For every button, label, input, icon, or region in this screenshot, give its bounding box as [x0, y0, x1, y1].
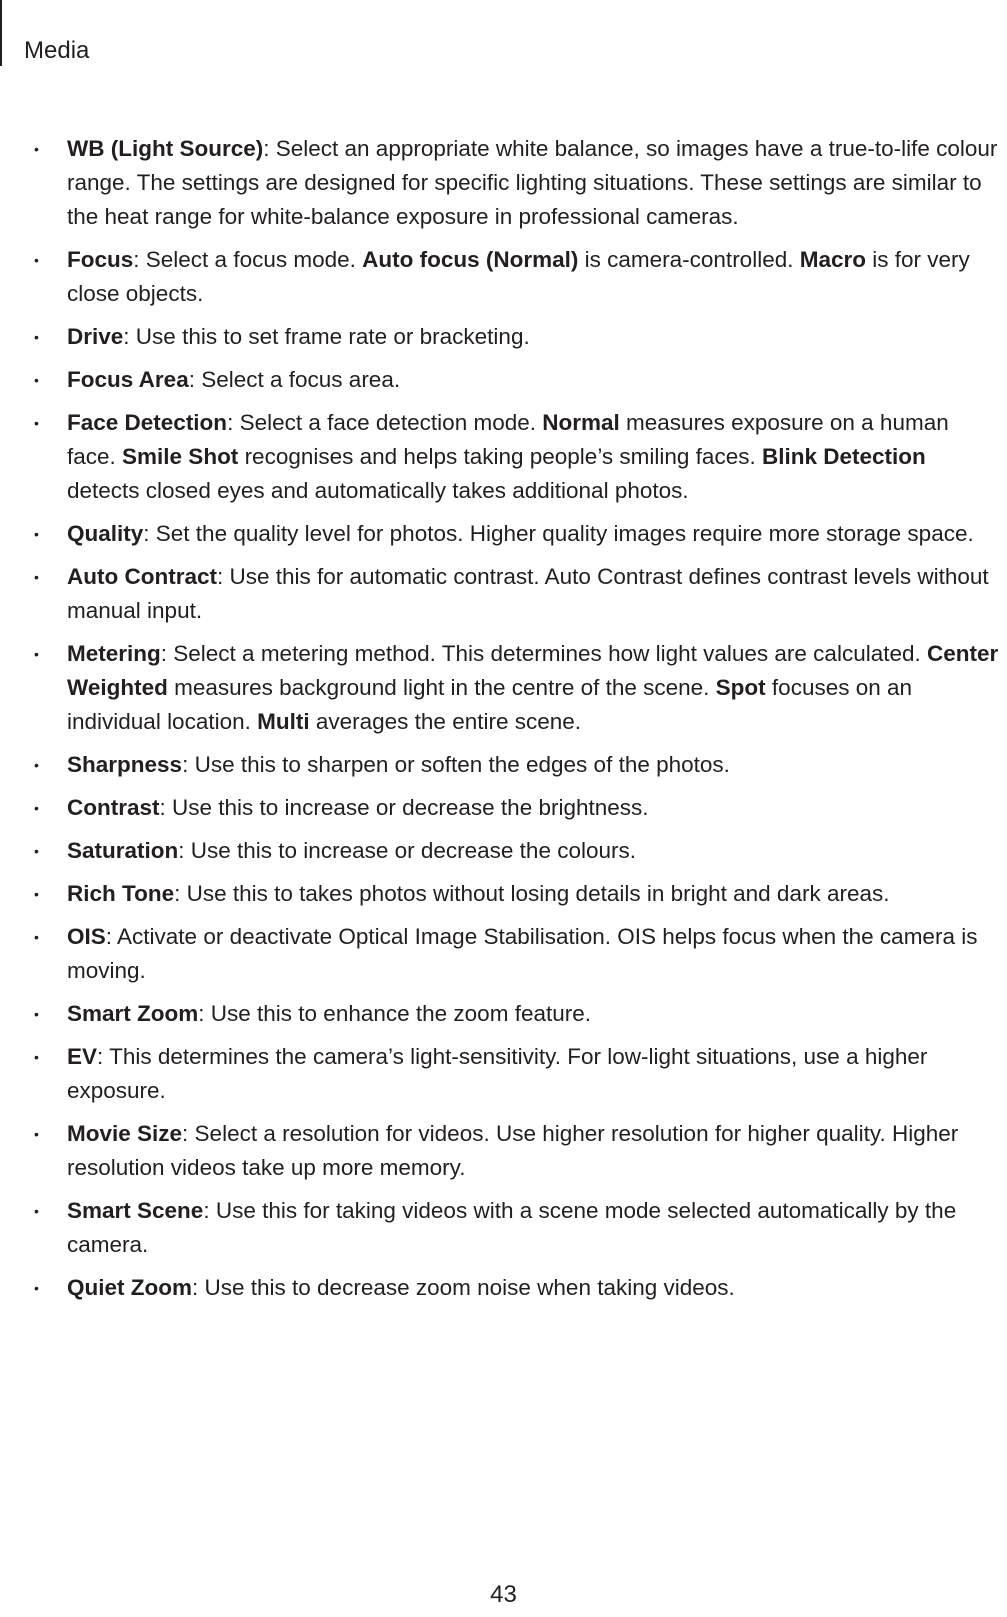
- bullet-icon: •: [34, 1280, 39, 1296]
- description: : Use this to increase or decrease the colours.: [178, 838, 636, 863]
- bullet-icon: •: [34, 415, 39, 431]
- description: : Activate or deactivate Optical Image Stabilisation. OIS helps focus when the camera is moving.: [67, 924, 978, 983]
- list-item-text: [67, 410, 949, 503]
- bullet-icon: •: [34, 646, 39, 662]
- list-item: [34, 997, 1002, 1031]
- bullet-icon: •: [34, 843, 39, 859]
- list-item-text: [67, 1275, 735, 1300]
- bullet-icon: •: [34, 569, 39, 585]
- list-item-text: [67, 367, 400, 392]
- description: measures background light in the centre of the scene.: [167, 675, 716, 700]
- list-item: [34, 320, 1002, 354]
- list-item: [34, 920, 1002, 988]
- description: : Select a focus mode.: [133, 247, 363, 272]
- description: : Select an appropriate white balance, so images have a true-to-life colour range. The settings are designed for specific lighting situations. These settings are similar to the heat range for white-balance exposure in professional cameras.: [67, 136, 998, 229]
- term: Quality: [67, 521, 144, 546]
- list-item-text: [67, 924, 977, 983]
- term: Macro: [799, 247, 867, 272]
- list-item-text: [67, 838, 636, 863]
- bullet-icon: •: [34, 1049, 39, 1065]
- description: : Use this to decrease zoom noise when taking videos.: [192, 1275, 735, 1300]
- term: Movie Size: [67, 1121, 183, 1146]
- term: Drive: [67, 324, 124, 349]
- bullet-icon: •: [34, 1126, 39, 1142]
- term: Focus Area: [67, 367, 189, 392]
- description: : Use this to takes photos without losing details in bright and dark areas.: [174, 881, 890, 906]
- list-item-text: [67, 247, 970, 306]
- bullet-icon: •: [34, 329, 39, 345]
- description: detects closed eyes and automatically takes additional photos.: [67, 478, 689, 503]
- list-item: [34, 1271, 1002, 1305]
- list-item: [34, 132, 1002, 234]
- description: : Use this for automatic contrast. Auto Contrast defines contrast levels without manual input.: [67, 564, 989, 623]
- term: Smile Shot: [122, 444, 239, 469]
- description: : Use this to enhance the zoom feature.: [198, 1001, 591, 1026]
- description: recognises and helps taking people’s smiling faces.: [238, 444, 762, 469]
- term: Auto Contract: [67, 564, 217, 589]
- term: Focus: [67, 247, 134, 272]
- bullet-icon: •: [34, 929, 39, 945]
- term: Normal: [542, 410, 620, 435]
- list-item-text: [67, 795, 649, 820]
- term: Rich Tone: [67, 881, 175, 906]
- list-item-text: [67, 564, 989, 623]
- description: averages the entire scene.: [309, 709, 582, 734]
- page-number: 43: [490, 1581, 517, 1608]
- term: Contrast: [67, 795, 160, 820]
- list-item-text: [67, 641, 998, 734]
- term: Blink Detection: [761, 444, 926, 469]
- list-item: [34, 877, 1002, 911]
- list-item: [34, 406, 1002, 508]
- list-item: [34, 1194, 1002, 1262]
- description: : Select a metering method. This determines how light values are calculated.: [160, 641, 927, 666]
- description: : Select a focus area.: [188, 367, 401, 392]
- list-item: [34, 637, 1002, 739]
- list-item: [34, 363, 1002, 397]
- description: is for very close objects.: [67, 247, 970, 306]
- header-rule: [0, 0, 2, 66]
- term: Smart Scene: [67, 1198, 204, 1223]
- term: Metering: [67, 641, 161, 666]
- term: Saturation: [67, 838, 179, 863]
- bullet-icon: •: [34, 800, 39, 816]
- list-item-text: [67, 324, 530, 349]
- description: is camera-controlled.: [578, 247, 800, 272]
- bullet-icon: •: [34, 1006, 39, 1022]
- term: OIS: [67, 924, 106, 949]
- description: : Select a face detection mode.: [227, 410, 543, 435]
- term: Face Detection: [67, 410, 228, 435]
- term: Quiet Zoom: [67, 1275, 192, 1300]
- section-title: Media: [24, 37, 90, 64]
- list-item: [34, 560, 1002, 628]
- list-item: [34, 1040, 1002, 1108]
- bullet-icon: •: [34, 252, 39, 268]
- bullet-list: [34, 132, 1002, 1314]
- list-item-text: [67, 752, 730, 777]
- description: : Set the quality level for photos. Higher quality images require more storage space.: [143, 521, 974, 546]
- list-item: [34, 243, 1002, 311]
- list-item: [34, 517, 1002, 551]
- term: Auto focus (Normal): [362, 247, 579, 272]
- description: : Select a resolution for videos. Use higher resolution for higher quality. Higher resolution videos take up more memory.: [67, 1121, 959, 1180]
- description: : Use this to increase or decrease the brightness.: [159, 795, 649, 820]
- list-item-text: [67, 1044, 927, 1103]
- list-item-text: [67, 521, 974, 546]
- list-item: [34, 834, 1002, 868]
- list-item: [34, 791, 1002, 825]
- list-item-text: [67, 881, 890, 906]
- list-item: [34, 748, 1002, 782]
- description: : This determines the camera’s light-sensitivity. For low-light situations, use a higher exposure.: [67, 1044, 928, 1103]
- bullet-icon: •: [34, 1203, 39, 1219]
- description: : Use this to set frame rate or bracketing.: [123, 324, 530, 349]
- term: Sharpness: [67, 752, 183, 777]
- term: Smart Zoom: [67, 1001, 199, 1026]
- description: measures exposure on a human face.: [67, 410, 949, 469]
- list-item-text: [67, 136, 997, 229]
- bullet-icon: •: [34, 372, 39, 388]
- term: Center Weighted: [67, 641, 999, 700]
- list-item-text: [67, 1198, 956, 1257]
- bullet-icon: •: [34, 526, 39, 542]
- description: : Use this to sharpen or soften the edges of the photos.: [182, 752, 730, 777]
- term: Multi: [257, 709, 310, 734]
- description: focuses on an individual location.: [67, 675, 913, 734]
- term: Spot: [715, 675, 766, 700]
- list-item-text: [67, 1121, 958, 1180]
- bullet-icon: •: [34, 757, 39, 773]
- description: : Use this for taking videos with a scene mode selected automatically by the camera.: [67, 1198, 957, 1257]
- list-item: [34, 1117, 1002, 1185]
- bullet-icon: •: [34, 886, 39, 902]
- bullet-icon: •: [34, 141, 39, 157]
- list-item-text: [67, 1001, 591, 1026]
- term: EV: [67, 1044, 98, 1069]
- term: WB (Light Source): [67, 136, 264, 161]
